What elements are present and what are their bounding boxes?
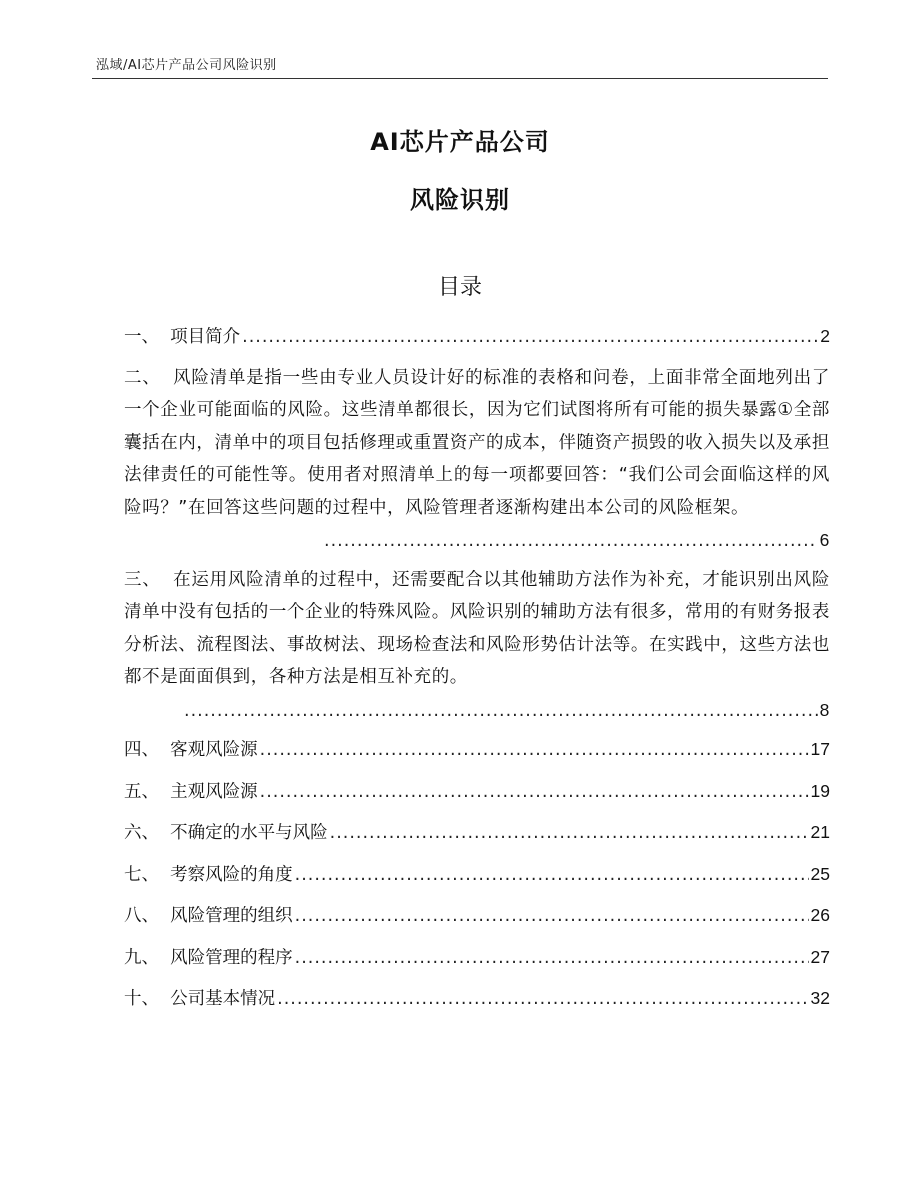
toc-entry-number: 六、	[124, 823, 159, 843]
toc-entry-page: 25	[810, 863, 830, 884]
toc-leader-dots	[295, 900, 809, 933]
toc-entry[interactable]	[124, 899, 830, 933]
toc-leader-dots	[242, 321, 818, 354]
toc-entry[interactable]	[124, 320, 830, 354]
toc-entry-number: 三、	[124, 569, 161, 590]
header-divider	[92, 78, 828, 79]
toc-entry-page: 6	[819, 530, 830, 550]
toc-entry-page: 19	[810, 780, 830, 801]
toc-entry[interactable]	[124, 982, 830, 1016]
running-header: 泓域/AI芯片产品公司风险识别	[96, 58, 277, 73]
toc-entry-label: 项目简介	[170, 327, 241, 347]
toc-entry[interactable]	[124, 816, 830, 850]
toc-leader-dots	[295, 859, 809, 892]
toc-entry-page: 27	[810, 946, 830, 967]
toc-entry[interactable]	[124, 362, 830, 558]
toc-entry-label: 不确定的水平与风险	[170, 823, 328, 843]
toc-leader-dots	[260, 734, 809, 767]
toc-entry-number: 七、	[124, 864, 159, 885]
toc-leader-dots	[324, 525, 818, 558]
table-of-contents	[124, 320, 830, 1024]
toc-entry-page: 8	[819, 699, 830, 720]
toc-entry-page: 32	[810, 988, 830, 1008]
toc-entry-page: 2	[820, 326, 830, 346]
toc-entry[interactable]	[124, 564, 830, 728]
toc-entry-page: 17	[810, 739, 830, 759]
document-title: AI芯片产品公司	[370, 128, 550, 156]
toc-entry-label: 公司基本情况	[170, 989, 276, 1009]
toc-leader-dots	[295, 942, 809, 975]
toc-entry-label: 风险管理的程序	[170, 947, 293, 968]
toc-entry-number: 十、	[124, 989, 159, 1009]
toc-entry-label: 风险管理的组织	[170, 906, 293, 926]
toc-entry[interactable]	[124, 775, 830, 809]
toc-leader-dots	[277, 983, 808, 1016]
toc-entry-text: 在运用风险清单的过程中，还需要配合以其他辅助方法作为补充，才能识别出风险清单中没有包括的一个企业的特殊风险。风险识别的辅助方法有很多，常用的有财务报表分析法、流程图法、事故树法、现场检查法和风险形势估计法等。在实践中，这些方法也都不是面面俱到，各种方法是相互补充的。	[124, 569, 831, 687]
toc-entry[interactable]	[124, 941, 830, 975]
toc-leader-dots	[330, 817, 809, 850]
toc-entry-label: 考察风险的角度	[170, 864, 293, 885]
toc-heading: 目录	[437, 275, 482, 300]
toc-entry-number: 四、	[124, 740, 159, 760]
toc-entry-page: 21	[810, 822, 830, 842]
toc-leader-dots	[260, 776, 809, 809]
toc-entry[interactable]	[124, 858, 830, 892]
toc-entry-label: 主观风险源	[170, 781, 258, 802]
toc-leader-dots	[184, 695, 818, 728]
toc-entry-number: 八、	[124, 906, 159, 926]
toc-entry-number: 九、	[124, 947, 159, 968]
toc-entry-number: 二、	[124, 367, 161, 388]
toc-entry-text: 风险清单是指一些由专业人员设计好的标准的表格和问卷，上面非常全面地列出了一个企业可能面临的风险。这些清单都很长，因为它们试图将所有可能的损失暴露①全部囊括在内，清单中的项目包括修理或重置资产的成本，伴随资产损毁的收入损失以及承担法律责任的可能性等。使用者对照清单上的每一项都要回答：“我们公司会面临这样的风险吗？”在回答这些问题的过程中，风险管理者逐渐构建出本公司的风险框架。	[124, 367, 831, 518]
toc-entry[interactable]	[124, 733, 830, 767]
toc-entry-page: 26	[810, 905, 830, 925]
toc-entry-number: 五、	[124, 781, 159, 802]
document-subtitle: 风险识别	[410, 186, 510, 214]
toc-entry-number: 一、	[124, 327, 159, 347]
toc-entry-label: 客观风险源	[170, 740, 258, 760]
